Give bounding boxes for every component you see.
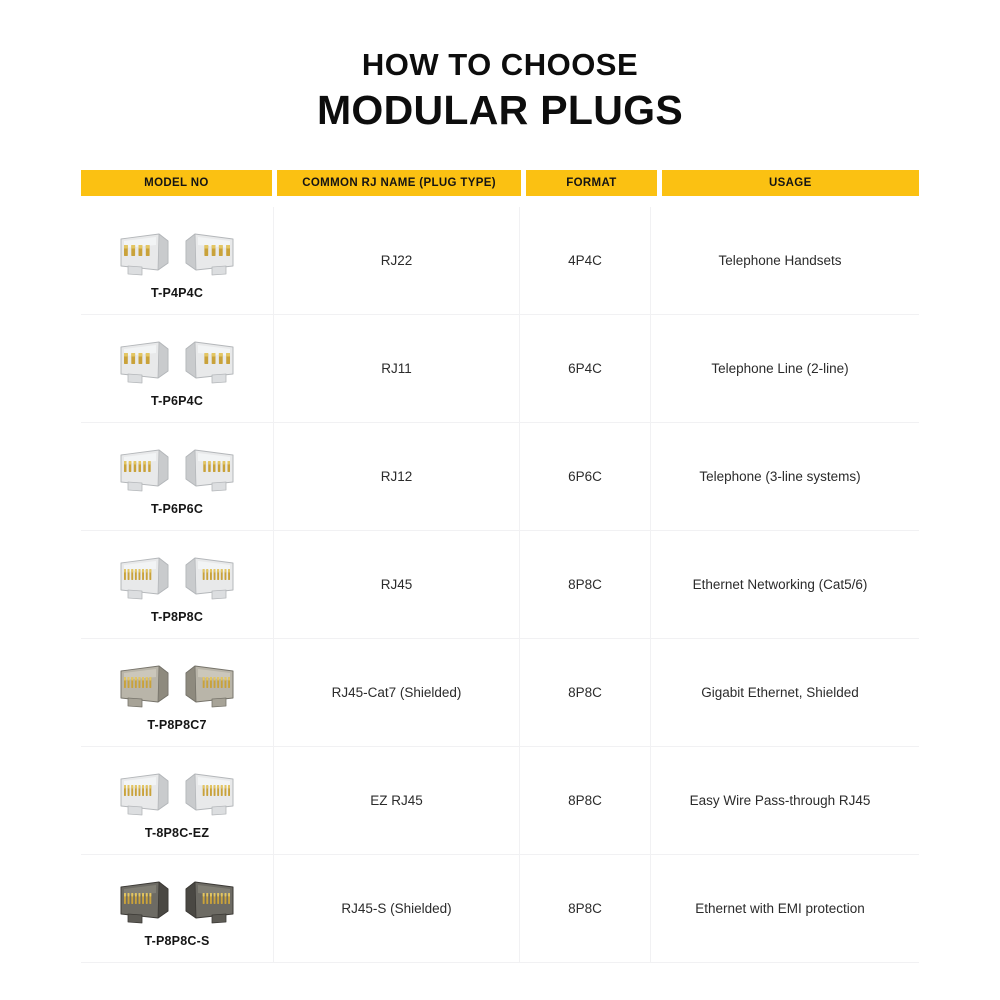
modular-plugs-table — [81, 170, 919, 963]
table-row — [81, 854, 919, 962]
table-body — [81, 207, 919, 963]
table-row — [81, 422, 919, 530]
plug-photo-icon — [112, 330, 242, 388]
cell-format: 8P8C — [519, 855, 650, 962]
model-no-label: T-P4P4C — [150, 285, 204, 300]
cell-usage: Telephone (3-line systems) — [650, 423, 909, 530]
plug-photo-icon — [112, 762, 242, 820]
column-header-usage: USAGE — [662, 170, 919, 196]
cell-usage: Telephone Line (2-line) — [650, 315, 909, 422]
cell-common-rj-name: EZ RJ45 — [273, 747, 519, 854]
cell-format: 6P4C — [519, 315, 650, 422]
plug-photo-icon — [112, 870, 242, 928]
cell-usage: Ethernet Networking (Cat5/6) — [650, 531, 909, 638]
cell-model-no — [81, 531, 273, 638]
cell-common-rj-name: RJ45-S (Shielded) — [273, 855, 519, 962]
cell-common-rj-name: RJ11 — [273, 315, 519, 422]
title-block — [0, 0, 1000, 134]
cell-format: 4P4C — [519, 207, 650, 314]
cell-common-rj-name: RJ45-Cat7 (Shielded) — [273, 639, 519, 746]
model-no-label: T-P8P8C-S — [144, 933, 210, 948]
column-header-model-no: MODEL NO — [81, 170, 272, 196]
cell-common-rj-name: RJ45 — [273, 531, 519, 638]
cell-model-no — [81, 207, 273, 314]
cell-common-rj-name: RJ22 — [273, 207, 519, 314]
table-row — [81, 530, 919, 638]
table-header-row — [81, 170, 919, 196]
cell-usage: Easy Wire Pass-through RJ45 — [650, 747, 909, 854]
column-header-common-rj-name: COMMON RJ NAME (PLUG TYPE) — [277, 170, 522, 196]
plug-photo-icon — [112, 654, 242, 712]
cell-format: 8P8C — [519, 639, 650, 746]
table-row — [81, 207, 919, 314]
cell-usage: Ethernet with EMI protection — [650, 855, 909, 962]
model-no-label: T-P6P6C — [150, 501, 204, 516]
model-no-label: T-P8P8C7 — [147, 717, 207, 732]
cell-model-no — [81, 855, 273, 962]
plug-photo-icon — [112, 546, 242, 604]
model-no-label: T-P6P4C — [150, 393, 204, 408]
cell-model-no — [81, 747, 273, 854]
cell-usage: Gigabit Ethernet, Shielded — [650, 639, 909, 746]
cell-model-no — [81, 639, 273, 746]
model-no-label: T-P8P8C — [150, 609, 204, 624]
cell-usage: Telephone Handsets — [650, 207, 909, 314]
cell-format: 8P8C — [519, 531, 650, 638]
cell-model-no — [81, 315, 273, 422]
cell-format: 8P8C — [519, 747, 650, 854]
page-title-line2: MODULAR PLUGS — [316, 87, 684, 134]
cell-model-no — [81, 423, 273, 530]
cell-common-rj-name: RJ12 — [273, 423, 519, 530]
table-row — [81, 314, 919, 422]
column-header-format: FORMAT — [526, 170, 656, 196]
table-row — [81, 638, 919, 746]
table-row — [81, 746, 919, 854]
model-no-label: T-8P8C-EZ — [144, 825, 210, 840]
plug-photo-icon — [112, 438, 242, 496]
page-title-line1: HOW TO CHOOSE — [361, 47, 639, 82]
cell-format: 6P6C — [519, 423, 650, 530]
plug-photo-icon — [112, 222, 242, 280]
